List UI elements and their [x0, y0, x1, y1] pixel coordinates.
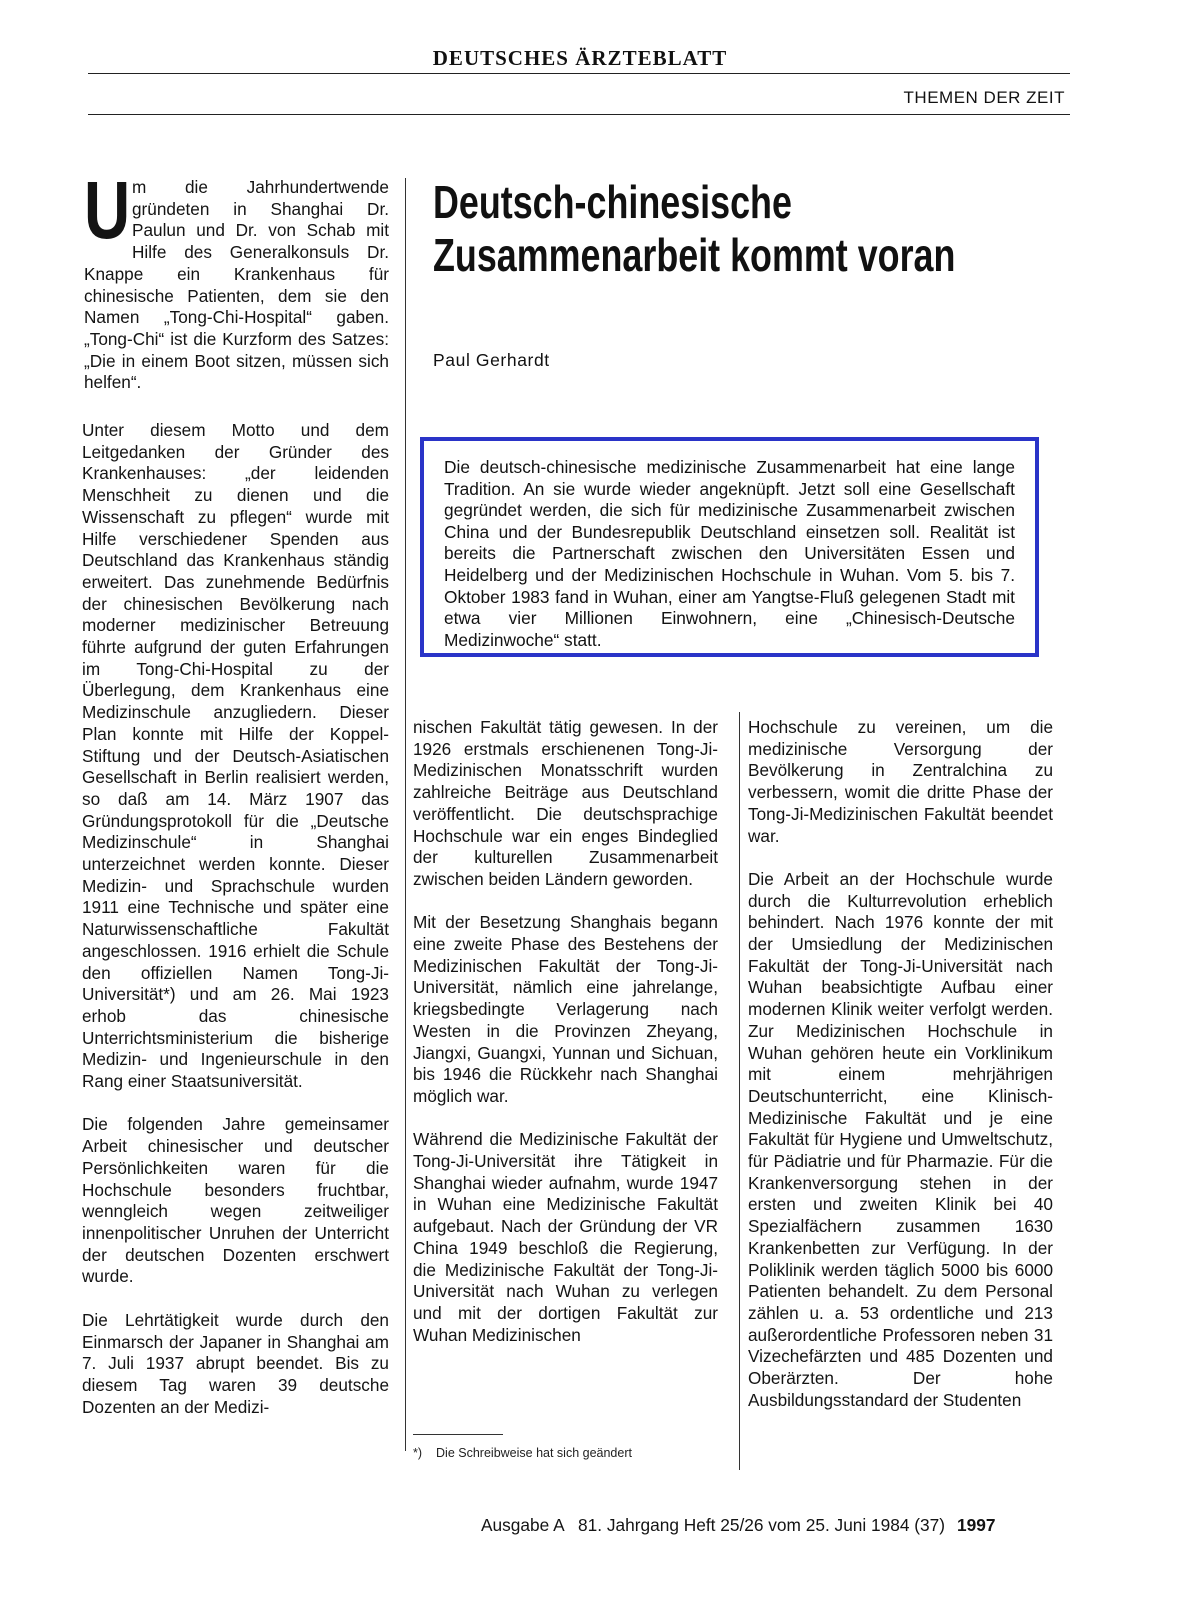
footnote — [413, 1446, 632, 1460]
paragraph: Die Lehrtätigkeit wurde durch den Einmarsch der Japaner in Shanghai am 7. Juli 1937 abrupt beendet. Bis zu diesem Tag waren 39 deutsche Dozenten an der Medizi- — [82, 1309, 389, 1417]
article-column-3 — [748, 717, 1053, 1411]
page-footer — [481, 1515, 995, 1536]
masthead: DEUTSCHES ÄRZTEBLATT — [432, 46, 728, 70]
drop-cap: U — [84, 165, 131, 256]
footnote-text: Die Schreibweise hat sich geändert — [436, 1446, 632, 1460]
paragraph: nischen Fakultät tätig gewesen. In der 1926 erstmals erschienenen Tong-Ji-Medizinischen Monatsschrift wurden zahlreiche Beiträge aus Deutschland veröffentlicht. Die deutschsprachige Hochschule war ein enges Bindeglied der kulturellen Zusammenarbeit zwischen beiden Ländern geworden. — [413, 717, 718, 889]
page-number: 1997 — [957, 1515, 996, 1535]
article-column-1 — [82, 420, 389, 1418]
section-label: THEMEN DER ZEIT — [903, 88, 1065, 107]
article-title — [433, 176, 956, 282]
abstract-text: Die deutsch-chinesische medizinische Zusammenarbeit hat eine lange Tradition. An sie wurde wieder angeknüpft. Jetzt soll eine Gesellschaft gegründet werden, die sich für medizinische Zusammenarbeit zwischen China und der Bundesrepublik Deutschland einsetzen soll. Realität ist bereits die Partnerschaft zwischen den Universitäten Essen und Heidelberg und der Medizinischen Hochschule in Wuhan. Vom 5. bis 7. Oktober 1983 fand in Wuhan, einer am Yangtse-Fluß gelegenen Stadt mit etwa vier Millionen Einwohnern, eine „Chinesisch-Deutsche Medizinwoche“ statt. — [444, 457, 1015, 650]
article-column-2 — [413, 717, 718, 1346]
footnote-mark: *) — [413, 1446, 423, 1460]
paragraph: Die Arbeit an der Hochschule wurde durch die Kulturrevolution erheblich behindert. Nach 1976 konnte der mit der Umsiedlung der Medizinischen Fakultät der Tong-Ji-Universität nach Wuhan beabsichtigte Aufbau einer modernen Klinik weiter verfolgt werden. Zur Medizinischen Hochschule in Wuhan gehören heute ein Vorklinikum mit einem mehrjährigen Deutschunterricht, eine Klinisch-Medizinische Fakultät und je eine Fakultät für Hygiene und Umweltschutz, für Pädiatrie und für Pharmazie. Für die Krankenversorgung stehen in der ersten und zweiten Klinik bei 40 Spezialfächern zusammen 1630 Krankenbetten zur Verfügung. In der Poliklinik werden täglich 5000 bis 6000 Patienten behandelt. Zu dem Personal zählen u. a. 53 ordentliche und 213 außerordentliche Professoren neben 31 Vizechefärzten und 485 Dozenten und Oberärzten. Der hohe Ausbildungsstandard der Studenten — [748, 868, 1053, 1410]
intro-text: m die Jahrhundertwende gründeten in Shanghai Dr. Paulun und Dr. von Schab mit Hilfe des Generalkonsuls Dr. Knappe ein Krankenhaus für chinesische Patienten, dem sie den Namen „Tong-Chi-Hospital“ gaben. „Tong-Chi“ ist die Kurzform des Satzes: „Die in einem Boot sitzen, müssen sich helfen“. — [84, 177, 389, 393]
paragraph: Unter diesem Motto und dem Leitgedanken der Gründer des Krankenhauses: „der leidenden Menschheit zu dienen und die Wissenschaft zu pflegen“ wurde mit Hilfe verschiedener Spenden aus Deutschland das Krankenhaus ständig erweitert. Das zunehmende Bedürfnis der chinesischen Bevölkerung nach moderner medizinischer Betreuung führte aufgrund der guten Erfahrungen im Tong-Chi-Hospital zu der Überlegung, dem Krankenhaus eine Medizinschule anzugliedern. Dieser Plan konnte mit Hilfe der Koppel-Stiftung und der Deutsch-Asiatischen Gesellschaft in Berlin realisiert werden, so daß am 14. März 1907 das Gründungsprotokoll für die „Deutsche Medizinschule“ in Shanghai unterzeichnet werden konnte. Dieser Medizin- und Sprachschule wurden 1911 eine Technische und später eine Naturwissenschaftliche Fakultät angeschlossen. 1916 erhielt die Schule den offiziellen Namen Tong-Ji-Universität*) und am 26. Mai 1923 erhob das chinesische Unterrichtsministerium die bisherige Medizin- und Ingenieurschule in den Rang einer Staatsuniversität. — [82, 420, 389, 1092]
paragraph: Die folgenden Jahre gemeinsamer Arbeit chinesischer und deutscher Persönlichkeiten waren für die Hochschule besonders fruchtbar, wenngleich wegen zeitweiliger innenpolitischer Unruhen der Unterricht der deutschen Dozenten erschwert wurde. — [82, 1114, 389, 1287]
abstract-box — [420, 437, 1039, 657]
article-intro — [84, 165, 389, 394]
column-rule-left — [405, 178, 406, 1451]
title-line-2: Zusammenarbeit kommt voran — [433, 229, 956, 281]
header-rule-bottom — [88, 114, 1070, 115]
header-rule-top — [88, 73, 1070, 74]
title-line-1: Deutsch-chinesische — [433, 176, 792, 228]
paragraph: Hochschule zu vereinen, um die medizinische Versorgung der Bevölkerung in Zentralchina zu verbessern, womit die dritte Phase der Tong-Ji-Medizinischen Fakultät beendet war. — [748, 717, 1053, 846]
paragraph: Mit der Besetzung Shanghais begann eine zweite Phase des Bestehens der Medizinischen Fakultät der Tong-Ji-Universität, nämlich eine jahrelange, kriegsbedingte Verlagerung nach Westen in die Provinzen Zheyang, Jiangxi, Guangxi, Yunnan und Sichuan, bis 1946 die Rückkehr nach Shanghai möglich war. — [413, 912, 718, 1106]
footnote-rule — [413, 1434, 503, 1435]
issue-info: Ausgabe A 81. Jahrgang Heft 25/26 vom 25. Juni 1984 (37) — [481, 1515, 946, 1535]
paragraph: Während die Medizinische Fakultät der Tong-Ji-Universität ihre Tätigkeit in Shanghai wieder aufnahm, wurde 1947 in Wuhan eine Medizinische Fakultät aufgebaut. Nach der Gründung der VR China 1949 beschloß die Regierung, die Medizinische Fakultät der Tong-Ji-Universität nach Wuhan zu verlegen und mit der dortigen Fakultät zur Wuhan Medizinischen — [413, 1129, 718, 1345]
column-rule-right — [739, 712, 740, 1470]
author-name: Paul Gerhardt — [433, 350, 550, 370]
